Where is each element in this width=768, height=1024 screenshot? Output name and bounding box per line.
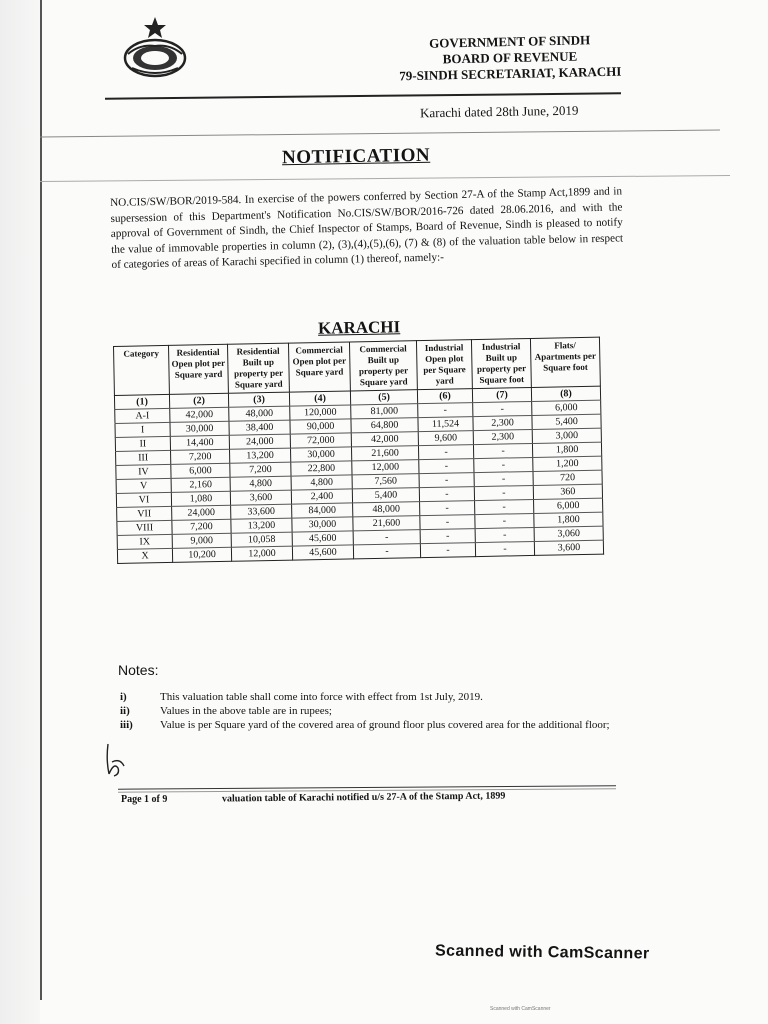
- table-cell: 13,200: [230, 448, 291, 463]
- note-text: Values in the above table are in rupees;: [160, 705, 332, 717]
- valuation-table-wrapper: [113, 337, 604, 564]
- column-header: Category: [114, 345, 170, 395]
- table-cell: 24,000: [172, 505, 231, 520]
- table-cell: 45,600: [292, 531, 353, 546]
- table-cell: VIII: [117, 520, 172, 535]
- table-cell: 30,000: [292, 517, 353, 532]
- table-cell: 2,300: [473, 415, 532, 430]
- header-address: 79-SINDH SECRETARIAT, KARACHI: [399, 63, 622, 84]
- table-cell: (6): [417, 389, 472, 404]
- table-cell: 6,000: [532, 400, 601, 415]
- note-text: This valuation table shall come into force with effect from 1st July, 2019.: [160, 691, 483, 703]
- table-cell: IX: [117, 534, 172, 549]
- scanner-watermark: Scanned with CamScanner: [434, 942, 650, 963]
- table-cell: 10,058: [231, 532, 292, 547]
- table-cell: 9,600: [418, 431, 473, 446]
- table-cell: -: [353, 530, 420, 545]
- table-cell: 33,600: [231, 504, 292, 519]
- table-cell: 45,600: [292, 545, 353, 560]
- table-cell: 30,000: [170, 421, 229, 436]
- government-header: [380, 31, 641, 84]
- table-cell: 48,000: [353, 502, 420, 517]
- table-cell: -: [475, 499, 534, 514]
- scanner-watermark-small: Scanned with CamScanner: [490, 1006, 551, 1012]
- table-cell: 12,000: [231, 546, 292, 561]
- table-cell: 81,000: [351, 404, 418, 419]
- table-cell: (5): [350, 390, 417, 405]
- date-line: Karachi dated 28th June, 2019: [419, 102, 579, 121]
- table-cell: 7,200: [230, 462, 291, 477]
- table-cell: 3,600: [230, 490, 291, 505]
- table-cell: 12,000: [352, 460, 419, 475]
- table-cell: (3): [228, 392, 289, 407]
- table-cell: (7): [472, 387, 531, 402]
- table-cell: III: [116, 450, 171, 465]
- table-cell: 2,400: [291, 489, 352, 504]
- note-text: Value is per Square yard of the covered area of ground floor plus covered area for the additional floor;: [160, 719, 610, 731]
- column-header: Flats/ Apartments per Square foot: [530, 337, 600, 387]
- divider: [40, 129, 720, 137]
- table-cell: 1,200: [533, 456, 602, 471]
- table-cell: 21,600: [351, 446, 418, 461]
- table-cell: -: [420, 515, 475, 530]
- table-cell: -: [473, 401, 532, 416]
- table-cell: 22,800: [291, 461, 352, 476]
- table-cell: IV: [116, 464, 171, 479]
- table-cell: 120,000: [290, 405, 351, 420]
- column-header: Residential Open plot per Square yard: [168, 344, 228, 394]
- table-cell: -: [353, 544, 420, 559]
- table-cell: 7,200: [171, 449, 230, 464]
- divider: [40, 175, 730, 182]
- page-edge: [40, 0, 42, 1000]
- table-cell: 1,800: [532, 442, 601, 457]
- note-number: i): [120, 691, 127, 703]
- column-header: Residential Built up property per Square yard: [227, 343, 289, 393]
- list-item: [120, 718, 620, 732]
- table-cell: 72,000: [290, 433, 351, 448]
- table-cell: 6,000: [534, 498, 603, 513]
- initials-signature: [100, 740, 130, 780]
- table-cell: VI: [116, 492, 171, 507]
- list-item: [120, 690, 620, 704]
- table-cell: 90,000: [290, 419, 351, 434]
- table-cell: 38,400: [229, 420, 290, 435]
- table-cell: 7,200: [172, 519, 231, 534]
- table-cell: 24,000: [229, 434, 290, 449]
- header-board: BOARD OF REVENUE: [442, 48, 578, 67]
- table-cell: 11,524: [418, 417, 473, 432]
- table-cell: 6,000: [171, 463, 230, 478]
- table-cell: -: [474, 485, 533, 500]
- page-number: Page 1 of 9: [121, 794, 168, 805]
- table-cell: X: [117, 548, 172, 563]
- column-header: Industrial Built up property per Square foot: [471, 338, 531, 388]
- table-cell: 48,000: [229, 406, 290, 421]
- page-title: NOTIFICATION: [281, 144, 431, 169]
- table-cell: 4,800: [230, 476, 291, 491]
- table-cell: 42,000: [351, 432, 418, 447]
- column-header: Commercial Open plot per Square yard: [288, 342, 350, 392]
- scan-left-shade: [0, 0, 40, 1024]
- table-cell: (4): [289, 391, 350, 406]
- table-cell: 1,800: [534, 512, 603, 527]
- table-cell: -: [475, 527, 534, 542]
- note-number: iii): [120, 719, 133, 731]
- column-header: Commercial Built up property per Square yard: [349, 341, 417, 391]
- table-cell: -: [419, 487, 474, 502]
- table-cell: 2,160: [171, 477, 230, 492]
- table-cell: (1): [114, 394, 169, 409]
- table-cell: -: [474, 457, 533, 472]
- table-cell: 30,000: [290, 447, 351, 462]
- table-cell: 720: [533, 470, 602, 485]
- table-cell: -: [420, 529, 475, 544]
- table-cell: 42,000: [170, 407, 229, 422]
- notification-body: NO.CIS/SW/BOR/2019-584. In exercise of the powers conferred by Section 27-A of the Stamp Act,1899 and in supersession of this Department's Notification No.CIS/SW/BOR/2016-726 dated 28.06.2016, and with the approval of Government of Sindh, the Chief Inspector of Stamps, Board of Revenue, Sindh is pleased to notify the value of immovable properties in column (2), (3),(4),(5),(6), (7) & (8) of the valuation table below in respect of categories of areas of Karachi specified in column (1) thereof, namely:-: [110, 185, 624, 271]
- table-cell: 7,560: [352, 474, 419, 489]
- table-cell: -: [475, 541, 534, 556]
- table-cell: 21,600: [353, 516, 420, 531]
- table-cell: -: [418, 403, 473, 418]
- table-cell: -: [473, 443, 532, 458]
- table-cell: 14,400: [170, 435, 229, 450]
- table-cell: 360: [533, 484, 602, 499]
- table-cell: 13,200: [231, 518, 292, 533]
- table-cell: -: [420, 501, 475, 516]
- table-cell: (2): [169, 393, 228, 408]
- table-cell: 84,000: [292, 503, 353, 518]
- table-cell: 3,000: [532, 428, 601, 443]
- column-header: Industrial Open plot per Square yard: [416, 340, 472, 390]
- table-cell: V: [116, 478, 171, 493]
- notes-heading: Notes:: [118, 662, 159, 678]
- table-cell: 5,400: [352, 488, 419, 503]
- table-cell: I: [115, 422, 170, 437]
- table-cell: VII: [117, 506, 172, 521]
- table-cell: 9,000: [172, 533, 231, 548]
- table-cell: -: [419, 473, 474, 488]
- table-cell: II: [115, 436, 170, 451]
- table-cell: -: [420, 543, 475, 558]
- table-cell: 64,800: [351, 418, 418, 433]
- valuation-table: [113, 337, 604, 564]
- table-cell: 3,600: [534, 540, 603, 555]
- government-crest-logo: [120, 14, 190, 80]
- table-cell: 2,300: [473, 429, 532, 444]
- section-title: KARACHI: [317, 317, 401, 338]
- table-cell: 1,080: [171, 491, 230, 506]
- table-cell: A-I: [115, 408, 170, 423]
- table-cell: -: [474, 471, 533, 486]
- table-cell: 3,060: [534, 526, 603, 541]
- table-cell: 5,400: [532, 414, 601, 429]
- table-cell: -: [418, 445, 473, 460]
- note-number: ii): [120, 705, 130, 717]
- table-cell: (8): [531, 386, 600, 401]
- header-government: GOVERNMENT OF SINDH: [428, 32, 591, 51]
- table-cell: 4,800: [291, 475, 352, 490]
- notes-list: [120, 690, 620, 732]
- footer-description: valuation table of Karachi notified u/s 27-A of the Stamp Act, 1899: [221, 790, 506, 805]
- table-cell: -: [475, 513, 534, 528]
- header-rule: [105, 92, 621, 99]
- table-cell: -: [419, 459, 474, 474]
- table-cell: 10,200: [172, 547, 231, 562]
- list-item: [120, 704, 620, 718]
